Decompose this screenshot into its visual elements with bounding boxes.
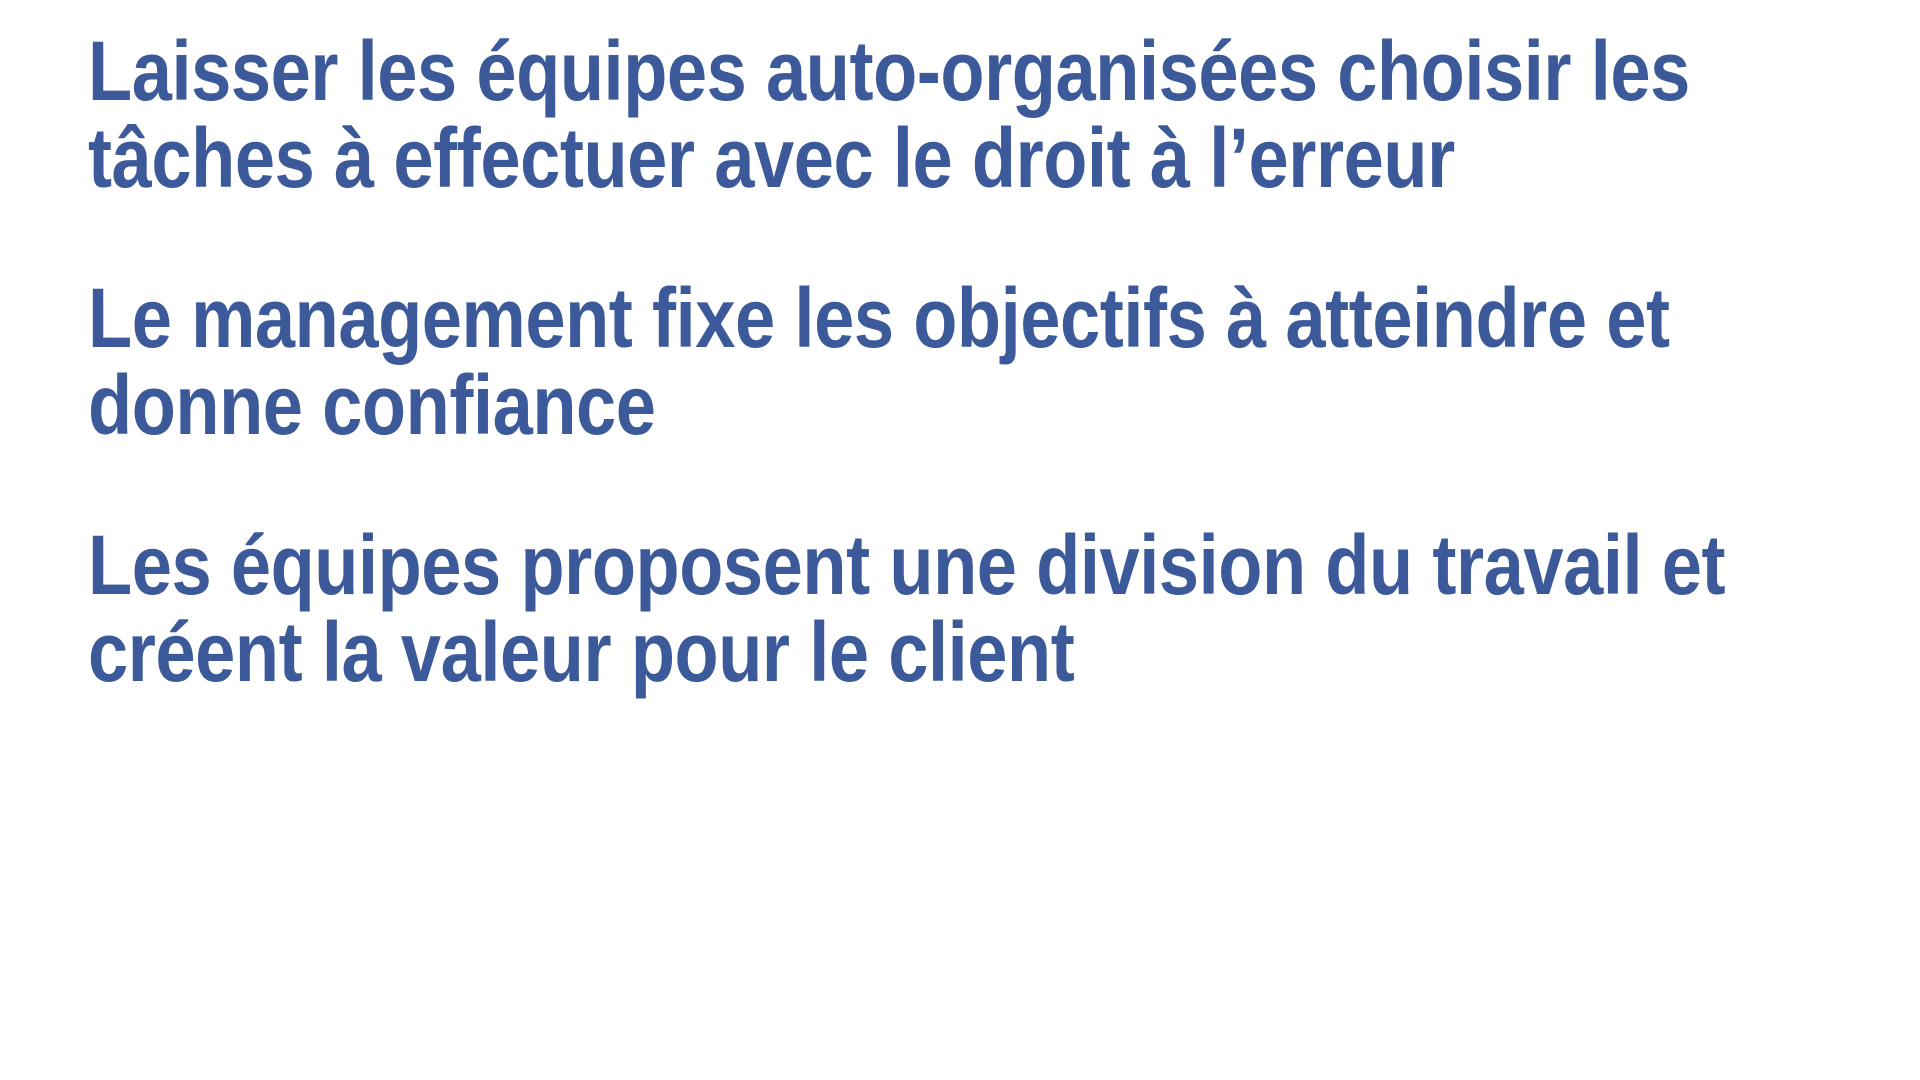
paragraph-2: Le management fixe les objectifs à atteindre et donne confiance xyxy=(88,271,1670,452)
paragraph-3: Les équipes proposent une division du travail et créent la valeur pour le client xyxy=(88,518,1726,699)
paragraph-1: Laisser les équipes auto-organisées choisir les tâches à effectuer avec le droit à l’erreur xyxy=(88,24,1690,205)
